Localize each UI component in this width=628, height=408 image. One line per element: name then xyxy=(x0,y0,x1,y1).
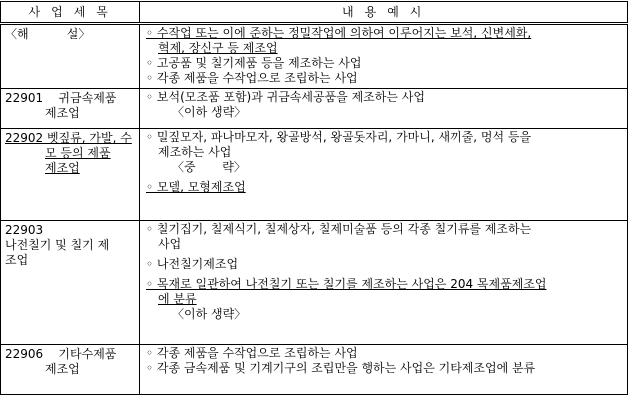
row-label-text: 22902 벳짚류, 가발, 수 xyxy=(5,131,132,145)
row-label xyxy=(1,221,140,345)
table-row-22903 xyxy=(1,221,628,345)
row-label-text: 22906 기타수제품 xyxy=(5,347,117,361)
table-row-commentary xyxy=(1,24,628,89)
row-label-text: 조업 xyxy=(5,253,29,267)
row-label-text: 모 등의 제품 xyxy=(45,146,111,160)
content-line: 혁제, 장신구 등 제조업 xyxy=(158,41,278,55)
row-content xyxy=(140,24,628,89)
content-line: ◦ 모델, 모형제조업 xyxy=(146,180,246,194)
content-line: 〈이하 생략〉 xyxy=(172,307,247,321)
content-line: ◦ 각종 제품을 수작업으로 조립하는 사업 xyxy=(146,71,358,85)
content-line: ◦ 각종 제품을 수작업으로 조립하는 사업 xyxy=(146,346,358,360)
row-label-text: 제조업 xyxy=(45,161,80,175)
content-line: 에 분류 xyxy=(158,292,197,306)
table-row-22906 xyxy=(1,345,628,395)
row-label-text: 22903 xyxy=(5,223,44,237)
row-label xyxy=(1,129,140,221)
content-line: ◦ 나전칠기제조업 xyxy=(146,257,239,271)
content-line: ◦ 밀짚모자, 파나마모자, 왕골방석, 왕골돗자리, 가마니, 새끼줄, 멍석 등을 xyxy=(146,130,532,144)
row-label-text: 제조업 xyxy=(45,362,80,376)
content-line: ◦ 보석(모조품 포함)과 귀금속세공품을 제조하는 사업 xyxy=(146,90,425,104)
content-line: ◦ 각종 금속제품 및 기계기구의 조립만을 행하는 사업은 기타제조업에 분류 xyxy=(146,361,536,375)
row-label-text: 〈해 설〉 xyxy=(5,27,91,41)
row-content xyxy=(140,89,628,129)
content-line: ◦ 목재로 일관하여 나전칠기 또는 칠기를 제조하는 사업은 204 목제품제조업 xyxy=(146,277,547,291)
content-line: 제조하는 사업 xyxy=(158,145,232,159)
table-header-row xyxy=(1,2,628,24)
table-row-22901 xyxy=(1,89,628,129)
header-content-examples: 내 용 예 시 xyxy=(140,2,628,24)
content-line: ◦ 수작업 또는 이에 준하는 정밀작업에 의하여 이루어지는 보석, 신변세화, xyxy=(146,26,532,40)
row-content xyxy=(140,129,628,221)
row-content xyxy=(140,221,628,345)
content-line: ◦ 칠기집기, 칠제식기, 칠제상자, 칠제미술품 등의 각종 칠기류를 제조하는 xyxy=(146,222,532,236)
content-line: ◦ 고공품 및 칠기제품 등을 제조하는 사업 xyxy=(146,56,362,70)
row-label xyxy=(1,89,140,129)
row-label-text: 제조업 xyxy=(45,106,80,120)
content-line: 사업 xyxy=(158,237,182,251)
table-row-22902 xyxy=(1,129,628,221)
content-line: 〈중 략〉 xyxy=(172,160,246,174)
row-label xyxy=(1,345,140,395)
industry-classification-table xyxy=(0,1,628,395)
header-business-subcategory: 사 업 세 목 xyxy=(1,2,140,24)
row-label-text: 나전칠기 및 칠기 제 xyxy=(5,238,110,252)
row-content xyxy=(140,345,628,395)
row-label-text: 22901 귀금속제품 xyxy=(5,91,117,105)
content-line: 〈이하 생략〉 xyxy=(172,105,247,119)
row-label xyxy=(1,24,140,89)
